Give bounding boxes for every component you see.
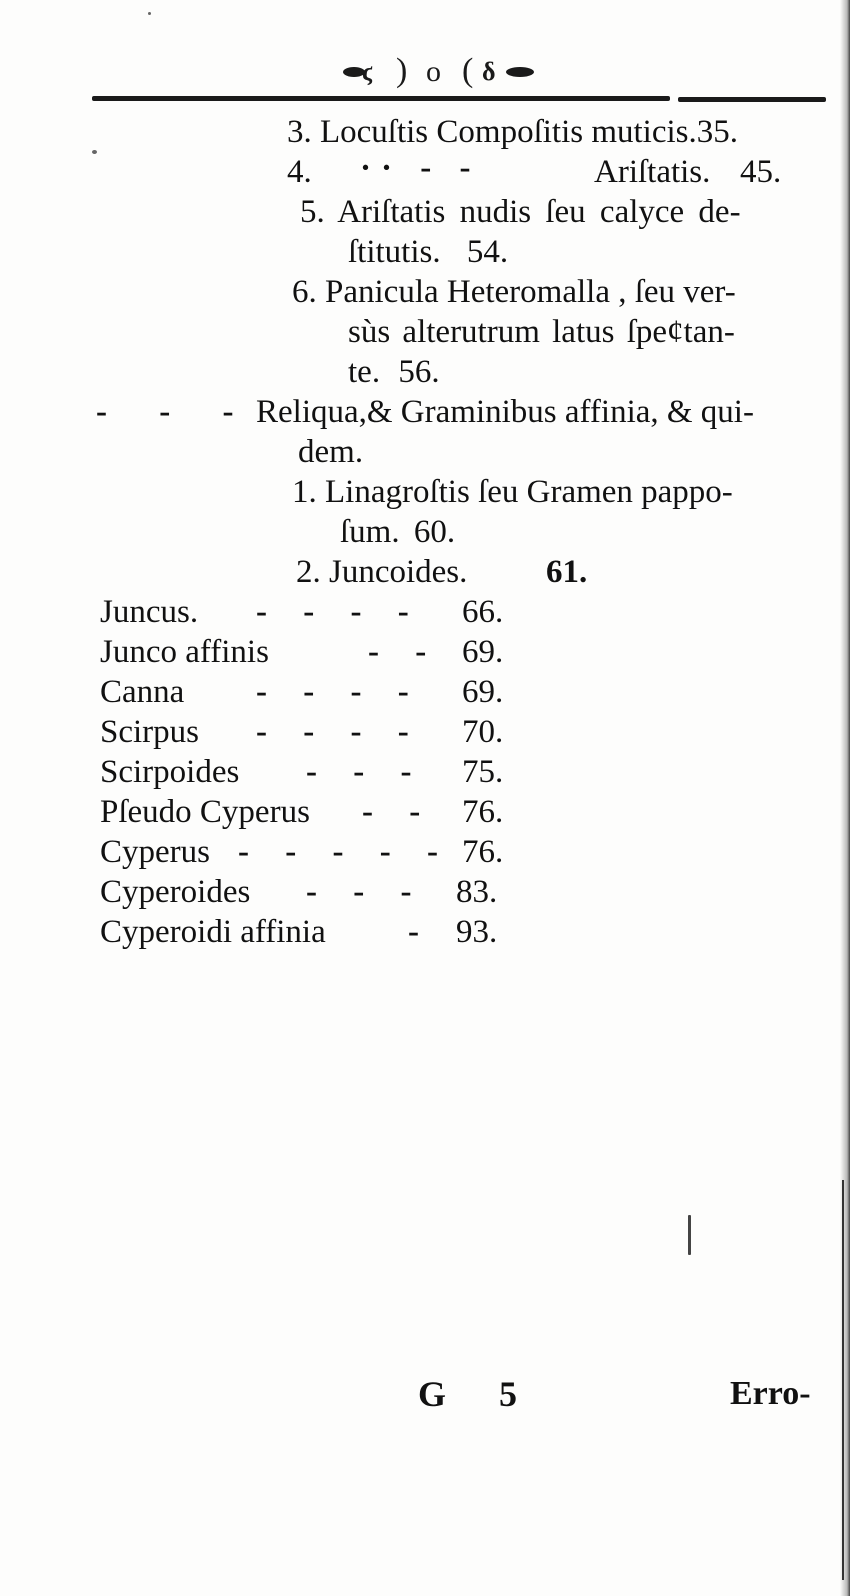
page-number: 60.	[413, 514, 456, 550]
section-dashes: - - -	[96, 394, 256, 430]
index-name: Cyperoidi affinia	[100, 914, 326, 950]
entry-line	[292, 472, 733, 512]
index-page: 70.	[462, 714, 504, 750]
section-heading: Reliqua,& Graminibus affinia, & qui-	[256, 394, 754, 430]
index-dashes: - - - -	[256, 674, 423, 710]
continuation-text: te.	[348, 354, 381, 390]
entry-number: 2.	[296, 554, 321, 590]
paper-speck	[148, 12, 151, 15]
index-name: Scirpoides	[100, 754, 240, 790]
header-rule	[678, 97, 826, 102]
index-page: 66.	[462, 594, 504, 630]
entry-number: 5.	[300, 194, 325, 230]
paper-speck	[92, 150, 97, 154]
index-name: Canna	[100, 674, 185, 710]
index-name: Pſeudo Cyperus	[100, 794, 310, 830]
index-dashes: - - - - -	[238, 834, 452, 870]
entry-continuation: sùs alterutrum latus ſpe¢tan-	[348, 314, 735, 350]
header-rule	[92, 96, 670, 101]
index-dashes: - - - -	[256, 714, 423, 750]
entry-text: Linagroſtis ſeu Gramen pappo-	[325, 474, 733, 510]
page-number: 35.	[696, 114, 739, 150]
index-name: Juncus.	[100, 594, 199, 630]
entry-text: Juncoides.	[329, 554, 468, 590]
svg-text:(: (	[462, 52, 474, 89]
page-number: 45.	[740, 154, 782, 190]
page-number: 56.	[398, 354, 440, 390]
section-continuation: dem.	[298, 434, 364, 470]
index-dashes: - - -	[306, 754, 426, 790]
entry-text: Locuſtis Compoſitis muticis.	[320, 114, 697, 150]
index-dashes: - -	[368, 634, 441, 670]
entry-text: Panicula Heteromalla , ſeu ver-	[325, 274, 736, 310]
entry-continuation	[340, 512, 455, 552]
index-name: Cyperus	[100, 834, 210, 870]
ditto-dashes: ·· - -	[360, 150, 481, 186]
entry-line	[287, 112, 738, 152]
entry-text: Ariſtatis nudis ſeu calyce de-	[337, 194, 741, 230]
index-dashes: - -	[362, 794, 435, 830]
entry-number: 3.	[287, 114, 312, 150]
index-name: Scirpus	[100, 714, 199, 750]
ornament-graphic	[340, 48, 550, 92]
index-dashes: -	[408, 914, 433, 950]
continuation-text: ſum.	[340, 514, 400, 550]
entry-text: Ariſtatis.	[594, 154, 711, 190]
signature-mark: G 5	[418, 1374, 540, 1414]
index-page: 76.	[462, 834, 504, 870]
svg-text:ϛ: ϛ	[362, 57, 373, 86]
paper-mark	[688, 1215, 691, 1255]
svg-text:o: o	[426, 55, 441, 88]
index-page: 83.	[456, 874, 498, 910]
page-edge-line	[842, 1180, 844, 1580]
index-dashes: - - -	[306, 874, 426, 910]
index-page: 75.	[462, 754, 504, 790]
index-dashes: - - - -	[256, 594, 423, 630]
index-page: 93.	[456, 914, 498, 950]
entry-line	[292, 272, 736, 312]
entry-line	[296, 552, 467, 592]
index-name: Junco affinis	[100, 634, 269, 670]
index-page: 69.	[462, 634, 504, 670]
index-name: Cyperoides	[100, 874, 251, 910]
entry-continuation	[348, 352, 440, 392]
header-ornament	[340, 48, 550, 92]
entry-continuation	[348, 232, 508, 272]
page-number: 61.	[546, 554, 588, 590]
continuation-text: ſtitutis.	[348, 234, 441, 270]
index-page: 69.	[462, 674, 504, 710]
entry-number: 1.	[292, 474, 317, 510]
index-page: 76.	[462, 794, 504, 830]
svg-text:δ: δ	[482, 57, 496, 86]
entry-number: 4.	[287, 154, 312, 190]
entry-number: 6.	[292, 274, 317, 310]
page-number: 54.	[466, 234, 509, 270]
entry-line	[300, 192, 741, 232]
catchword: Erro-	[730, 1375, 811, 1412]
svg-text:): )	[396, 52, 408, 89]
